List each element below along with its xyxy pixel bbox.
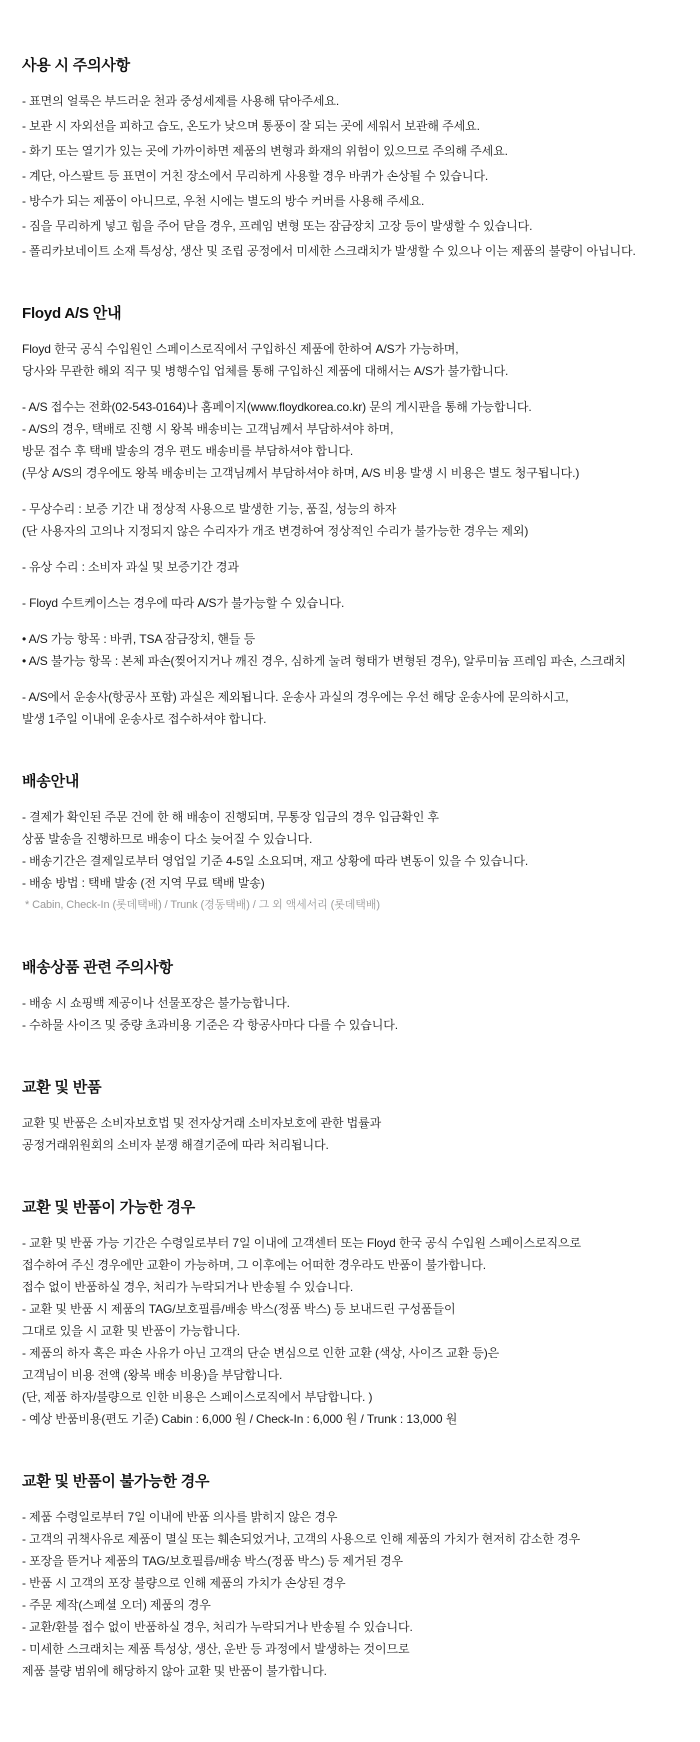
as-guide-line: - A/S에서 운송사(항공사 포함) 과실은 제외됩니다. 운송사 과실의 경우에는 우선 해당 운송사에 문의하시고, <box>22 690 569 704</box>
exchange-possible-line: (단, 제품 하자/불량으로 인한 비용은 스페이스로직에서 부담합니다. ) <box>22 1390 373 1404</box>
section-as-guide <box>22 304 670 730</box>
exchange-impossible-line: - 주문 제작(스페셜 오더) 제품의 경우 <box>22 1598 211 1612</box>
shipping-line: 상품 발송을 진행하므로 배송이 다소 늦어질 수 있습니다. <box>22 832 313 846</box>
shipping-line: - 배송기간은 결제일로부터 영업일 기준 4-5일 소요되며, 재고 상황에 따라 변동이 있을 수 있습니다. <box>22 854 529 868</box>
exchange-possible-line: 접수 없이 반품하실 경우, 처리가 누락되거나 반송될 수 있습니다. <box>22 1280 354 1294</box>
usage-item: - 계단, 아스팔트 등 표면이 거친 장소에서 무리하게 사용할 경우 바퀴가 손상될 수 있습니다. <box>22 169 489 183</box>
usage-precautions-heading: 사용 시 주의사항 <box>22 57 130 74</box>
as-guide-line: 방문 접수 후 택배 발송의 경우 편도 배송비를 부담하셔야 합니다. <box>22 444 354 458</box>
exchange-impossible-line: - 고객의 귀책사유로 제품이 멸실 또는 훼손되었거나, 고객의 사용으로 인해 제품의 가치가 현저히 감소한 경우 <box>22 1532 581 1546</box>
as-guide-line: • A/S 불가능 항목 : 본체 파손(찢어지거나 깨진 경우, 심하게 눌려 형태가 변형된 경우), 알루미늄 프레임 파손, 스크래치 <box>22 654 626 668</box>
shipping-caution-heading: 배송상품 관련 주의사항 <box>22 959 173 976</box>
exchange-possible-line: - 교환 및 반품 시 제품의 TAG/보호필름/배송 박스(정품 박스) 등 보내드린 구성품들이 <box>22 1302 456 1316</box>
exchange-impossible-line: - 포장을 뜯거나 제품의 TAG/보호필름/배송 박스(정품 박스) 등 제거된 경우 <box>22 1554 404 1568</box>
as-guide-line: 당사와 무관한 해외 직구 및 병행수입 업체를 통해 구입하신 제품에 대해서는 A/S가 불가합니다. <box>22 364 509 378</box>
as-guide-line: - A/S 접수는 전화(02-543-0164)나 홈페이지(www.floydkorea.co.kr) 문의 게시판을 통해 가능합니다. <box>22 400 532 414</box>
as-guide-line: (단 사용자의 고의나 지정되지 않은 수리자가 개조 변경하여 정상적인 수리가 불가능한 경우는 제외) <box>22 524 529 538</box>
exchange-return-heading: 교환 및 반품 <box>22 1079 102 1096</box>
exchange-possible-line: - 예상 반품비용(편도 기준) Cabin : 6,000 원 / Check-In : 6,000 원 / Trunk : 13,000 원 <box>22 1412 458 1426</box>
as-guide-line: - 유상 수리 : 소비자 과실 및 보증기간 경과 <box>22 560 239 574</box>
shipping-line: - 배송 방법 : 택배 발송 (전 지역 무료 택배 발송) <box>22 876 265 890</box>
shipping-caution-line: - 배송 시 쇼핑백 제공이나 선물포장은 불가능합니다. <box>22 996 290 1010</box>
exchange-impossible-line: - 제품 수령일로부터 7일 이내에 반품 의사를 밝히지 않은 경우 <box>22 1510 338 1524</box>
exchange-possible-line: 고객님이 비용 전액 (왕복 배송 비용)을 부담합니다. <box>22 1368 283 1382</box>
as-guide-line: - 무상수리 : 보증 기간 내 정상적 사용으로 발생한 기능, 품질, 성능의 하자 <box>22 502 397 516</box>
exchange-impossible-heading: 교환 및 반품이 불가능한 경우 <box>22 1473 210 1490</box>
shipping-carrier-note: * Cabin, Check-In (롯데택배) / Trunk (경동택배) / 그 외 액세서리 (롯데택배) <box>25 899 380 911</box>
as-guide-line: - A/S의 경우, 택배로 진행 시 왕복 배송비는 고객님께서 부담하셔야 하며, <box>22 422 394 436</box>
shipping-guide-heading: 배송안내 <box>22 773 80 790</box>
usage-item: - 보관 시 자외선을 피하고 습도, 온도가 낮으며 통풍이 잘 되는 곳에 세워서 보관해 주세요. <box>22 119 480 133</box>
usage-item: - 화기 또는 열기가 있는 곳에 가까이하면 제품의 변형과 화재의 위험이 있으므로 주의해 주세요. <box>22 144 508 158</box>
usage-item: - 방수가 되는 제품이 아니므로, 우천 시에는 별도의 방수 커버를 사용해 주세요. <box>22 194 425 208</box>
exchange-possible-heading: 교환 및 반품이 가능한 경우 <box>22 1199 196 1216</box>
as-guide-line: Floyd 한국 공식 수입원인 스페이스로직에서 구입하신 제품에 한하여 A/S가 가능하며, <box>22 342 459 356</box>
usage-item: - 짐을 무리하게 넣고 힘을 주어 닫을 경우, 프레임 변형 또는 잠금장치 고장 등이 발생할 수 있습니다. <box>22 219 533 233</box>
section-shipping-caution <box>22 958 670 1036</box>
as-guide-line: • A/S 가능 항목 : 바퀴, TSA 잠금장치, 핸들 등 <box>22 632 256 646</box>
as-guide-line: (무상 A/S의 경우에도 왕복 배송비는 고객님께서 부담하셔야 하며, A/S 비용 발생 시 비용은 별도 청구됩니다.) <box>22 466 580 480</box>
as-guide-line: - Floyd 수트케이스는 경우에 따라 A/S가 불가능할 수 있습니다. <box>22 596 345 610</box>
exchange-return-line: 공정거래위원회의 소비자 분쟁 해결기준에 따라 처리됩니다. <box>22 1138 329 1152</box>
exchange-possible-line: 그대로 있을 시 교환 및 반품이 가능합니다. <box>22 1324 241 1338</box>
section-exchange-return <box>22 1078 670 1156</box>
exchange-impossible-line: - 교환/환불 접수 없이 반품하실 경우, 처리가 누락되거나 반송될 수 있습니다. <box>22 1620 413 1634</box>
section-exchange-impossible <box>22 1472 670 1682</box>
exchange-impossible-line: 제품 불량 범위에 해당하지 않아 교환 및 반품이 불가합니다. <box>22 1664 327 1678</box>
section-exchange-possible <box>22 1198 670 1430</box>
as-guide-line: 발생 1주일 이내에 운송사로 접수하셔야 합니다. <box>22 712 267 726</box>
usage-item: - 폴리카보네이트 소재 특성상, 생산 및 조립 공정에서 미세한 스크래치가 발생할 수 있으나 이는 제품의 불량이 아닙니다. <box>22 244 636 258</box>
exchange-impossible-line: - 반품 시 고객의 포장 불량으로 인해 제품의 가치가 손상된 경우 <box>22 1576 346 1590</box>
exchange-impossible-line: - 미세한 스크래치는 제품 특성상, 생산, 운반 등 과정에서 발생하는 것이므로 <box>22 1642 410 1656</box>
shipping-caution-line: - 수하물 사이즈 및 중량 초과비용 기준은 각 항공사마다 다를 수 있습니다. <box>22 1018 398 1032</box>
exchange-possible-line: - 제품의 하자 혹은 파손 사유가 아닌 고객의 단순 변심으로 인한 교환 (색상, 사이즈 교환 등)은 <box>22 1346 500 1360</box>
exchange-possible-line: 접수하여 주신 경우에만 교환이 가능하며, 그 이후에는 어떠한 경우라도 반품이 불가합니다. <box>22 1258 487 1272</box>
exchange-return-line: 교환 및 반품은 소비자보호법 및 전자상거래 소비자보호에 관한 법률과 <box>22 1116 382 1130</box>
section-shipping-guide <box>22 772 670 916</box>
exchange-possible-line: - 교환 및 반품 가능 기간은 수령일로부터 7일 이내에 고객센터 또는 Floyd 한국 공식 수입원 스페이스로직으로 <box>22 1236 581 1250</box>
as-guide-heading: Floyd A/S 안내 <box>22 305 122 322</box>
shipping-line: - 결제가 확인된 주문 건에 한 해 배송이 진행되며, 무통장 입금의 경우 입금확인 후 <box>22 810 439 824</box>
section-usage-precautions <box>22 56 670 262</box>
usage-item: - 표면의 얼룩은 부드러운 천과 중성세제를 사용해 닦아주세요. <box>22 94 340 108</box>
